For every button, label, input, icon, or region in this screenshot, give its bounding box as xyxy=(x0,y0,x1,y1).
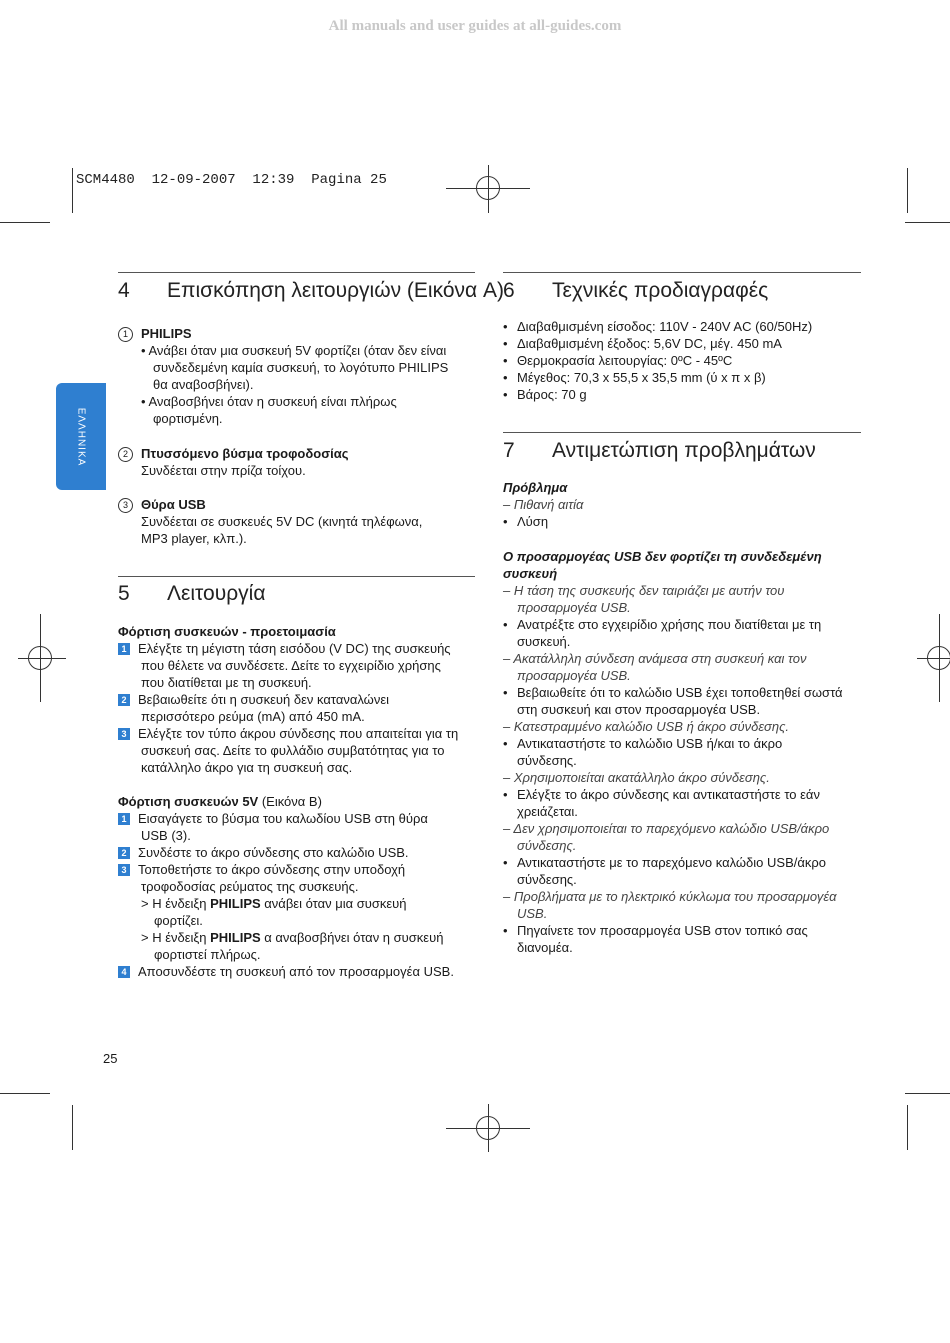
feature-text: θα αναβοσβήνει). xyxy=(153,377,254,392)
section-heading: Αντιμετώπιση προβλημάτων xyxy=(552,439,816,462)
spec-item: • Διαβαθμισμένη είσοδος: 110V - 240V AC (60/50Hz) xyxy=(503,319,813,334)
spec-list xyxy=(503,318,868,403)
feature-text: Συνδέεται στην πρίζα τοίχου. xyxy=(141,463,306,478)
feature-heading: PHILIPS xyxy=(141,326,192,341)
step-text: USB (3). xyxy=(141,828,191,843)
step xyxy=(118,963,483,980)
language-tab-label: ΕΛΛΗΝΙΚΑ xyxy=(75,407,87,466)
cause-item: – Κατεστραμμένο καλώδιο USB ή άκρο σύνδεσης. xyxy=(503,719,790,734)
step-result: φορτιστεί πλήρως. xyxy=(154,947,261,962)
step-text: που διατίθεται με τη συσκευή. xyxy=(141,675,312,690)
crop-mark xyxy=(0,1093,50,1094)
crop-mark xyxy=(0,222,50,223)
feature-text: • Ανάβει όταν μια συσκευή 5V φορτίζει (όταν δεν είναι xyxy=(141,343,447,358)
spec-item: • Θερμοκρασία λειτουργίας: 0ºC - 45ºC xyxy=(503,353,733,368)
spec-item: • Μέγεθος: 70,3 x 55,5 x 35,5 mm (ύ x π x β) xyxy=(503,370,766,385)
feature-text: συνδεδεμένη καμία συσκευή, το λογότυπο PHILIPS xyxy=(153,360,449,375)
crop-mark xyxy=(905,1093,950,1094)
step-number: 4 xyxy=(118,966,130,978)
feature-text: MP3 player, κλπ.). xyxy=(141,531,247,546)
step-text: Αποσυνδέστε τη συσκευή από τον προσαρμογέα USB. xyxy=(138,964,454,979)
section-7-title xyxy=(503,439,816,463)
step-result: > Η ένδειξη PHILIPS ανάβει όταν μια συσκευή xyxy=(141,896,407,911)
callout-number: 3 xyxy=(118,498,133,513)
registration-circle-icon xyxy=(476,176,500,200)
section-number: 6 xyxy=(503,279,515,302)
feature-heading: Πτυσσόμενο βύσμα τροφοδοσίας xyxy=(141,446,349,461)
step-text: Τοποθετήστε το άκρο σύνδεσης στην υποδοχή xyxy=(138,862,406,877)
section-rule xyxy=(118,272,475,273)
step-text: συσκευή σας. Δείτε το φυλλάδιο συμβατότητας για το xyxy=(141,743,445,758)
step-number: 2 xyxy=(118,847,130,859)
step-text: τροφοδοσίας ρεύματος της συσκευής. xyxy=(141,879,359,894)
callout-number: 2 xyxy=(118,447,133,462)
section-6-title xyxy=(503,279,768,303)
step-number: 2 xyxy=(118,694,130,706)
watermark: All manuals and user guides at all-guides.com xyxy=(328,18,622,34)
step xyxy=(118,725,483,776)
crop-mark xyxy=(905,222,950,223)
section-number: 5 xyxy=(118,582,130,605)
step-number: 3 xyxy=(118,728,130,740)
subsection-heading: Φόρτιση συσκευών - προετοιμασία xyxy=(118,624,336,639)
solution-item: • Αντικαταστήστε το καλώδιο USB ή/και το άκρο σύνδεσης. xyxy=(503,736,783,768)
subsection-heading: Φόρτιση συσκευών 5V xyxy=(118,794,259,809)
problem-title: συσκευή xyxy=(503,566,558,581)
feature-item-usb-port xyxy=(118,496,422,547)
cause-item: – Ακατάλληλη σύνδεση ανάμεσα στη συσκευή και τον προσαρμογέα USB. xyxy=(503,651,807,683)
section-rule xyxy=(503,432,861,433)
registration-circle-icon xyxy=(476,1116,500,1140)
step-text: κατάλληλο άκρο για τη συσκευή σας. xyxy=(141,760,353,775)
section-4-title xyxy=(118,279,504,303)
section-number: 7 xyxy=(503,439,515,462)
step-result: > Η ένδειξη PHILIPS α αναβοσβήνει όταν η συσκευή xyxy=(141,930,444,945)
cause-item: – Προβλήματα με το ηλεκτρικό κύκλωμα του προσαρμογέα USB. xyxy=(503,889,837,921)
solution-item: • Αντικαταστήστε με το παρεχόμενο καλώδιο USB/άκρο σύνδεσης. xyxy=(503,855,827,887)
language-tab xyxy=(56,383,106,490)
charging-5v-devices xyxy=(118,793,483,980)
section-rule xyxy=(118,576,475,577)
step-number: 3 xyxy=(118,864,130,876)
step-text: Ελέγξτε τη μέγιστη τάση εισόδου (V DC) της συσκευής xyxy=(138,641,451,656)
section-5-title xyxy=(118,582,265,606)
step-text: Ελέγξτε τον τύπο άκρου σύνδεσης που απαιτείται για τη xyxy=(138,726,459,741)
crop-mark xyxy=(72,168,73,213)
legend-problem: Πρόβλημα xyxy=(503,480,568,495)
section-heading: Τεχνικές προδιαγραφές xyxy=(552,279,769,302)
problem-title: Ο προσαρμογέας USB δεν φορτίζει τη συνδεδεμένη xyxy=(503,549,822,564)
step-text: Συνδέστε το άκρο σύνδεσης στο καλώδιο USB. xyxy=(138,845,409,860)
feature-heading: Θύρα USB xyxy=(141,497,206,512)
registration-circle-icon xyxy=(28,646,52,670)
step-result: φορτίζει. xyxy=(154,913,203,928)
section-number: 4 xyxy=(118,279,130,302)
subsection-heading-note: (Εικόνα B) xyxy=(258,794,322,809)
step xyxy=(118,691,483,725)
step-number: 1 xyxy=(118,643,130,655)
callout-number: 1 xyxy=(118,327,133,342)
step xyxy=(118,861,483,963)
feature-item-philips xyxy=(118,325,448,427)
spec-item: • Βάρος: 70 g xyxy=(503,387,587,402)
print-header: SCM4480 12-09-2007 12:39 Pagina 25 xyxy=(76,172,387,188)
step-text: που θέλετε να συνδέσετε. Δείτε το εγχειρίδιο χρήσης xyxy=(141,658,441,673)
solution-item: • Βεβαιωθείτε ότι το καλώδιο USB έχει τοποθετηθεί σωστά στη συσκευή και στον προσαρμογέα USB. xyxy=(503,685,843,717)
crop-mark xyxy=(907,168,908,213)
solution-item: • Ελέγξτε το άκρο σύνδεσης και αντικαταστήστε το εάν χρειάζεται. xyxy=(503,787,820,819)
solution-item: • Πηγαίνετε τον προσαρμογέα USB στον τοπικό σας διανομέα. xyxy=(503,923,808,955)
solution-item: • Ανατρέξτε στο εγχειρίδιο χρήσης που διατίθεται με τη συσκευή. xyxy=(503,617,822,649)
step-text: Εισαγάγετε το βύσμα του καλωδίου USB στη θύρα xyxy=(138,811,428,826)
legend-cause: – Πιθανή αιτία xyxy=(503,497,584,512)
feature-text: φορτισμένη. xyxy=(153,411,223,426)
step xyxy=(118,810,483,844)
crop-mark xyxy=(72,1105,73,1150)
feature-text: • Αναβοσβήνει όταν η συσκευή είναι πλήρως xyxy=(141,394,397,409)
charging-preparation xyxy=(118,623,483,776)
spec-item: • Διαβαθμισμένη έξοδος: 5,6V DC, μέγ. 450 mA xyxy=(503,336,782,351)
step-number: 1 xyxy=(118,813,130,825)
cause-item: – Η τάση της συσκευής δεν ταιριάζει με αυτήν του προσαρμογέα USB. xyxy=(503,583,785,615)
troubleshooting-problem xyxy=(503,548,868,956)
section-heading: Επισκόπηση λειτουργιών (Εικόνα A) xyxy=(167,279,504,302)
troubleshooting-legend xyxy=(503,479,868,530)
registration-circle-icon xyxy=(927,646,950,670)
section-heading: Λειτουργία xyxy=(167,582,266,605)
legend-solution: • Λύση xyxy=(503,514,549,529)
step-text: περισσότερο ρεύμα (mA) από 450 mA. xyxy=(141,709,365,724)
section-rule xyxy=(503,272,861,273)
feature-text: Συνδέεται σε συσκευές 5V DC (κινητά τηλέφωνα, xyxy=(141,514,423,529)
step-text: Βεβαιωθείτε ότι η συσκευή δεν καταναλώνει xyxy=(138,692,389,707)
page-number: 25 xyxy=(103,1051,118,1066)
step xyxy=(118,844,483,861)
cause-item: – Χρησιμοποιείται ακατάλληλο άκρο σύνδεσης. xyxy=(503,770,770,785)
step xyxy=(118,640,483,691)
feature-item-power-plug xyxy=(118,445,348,479)
cause-item: – Δεν χρησιμοποιείται το παρεχόμενο καλώδιο USB/άκρο σύνδεσης. xyxy=(503,821,830,853)
crop-mark xyxy=(907,1105,908,1150)
